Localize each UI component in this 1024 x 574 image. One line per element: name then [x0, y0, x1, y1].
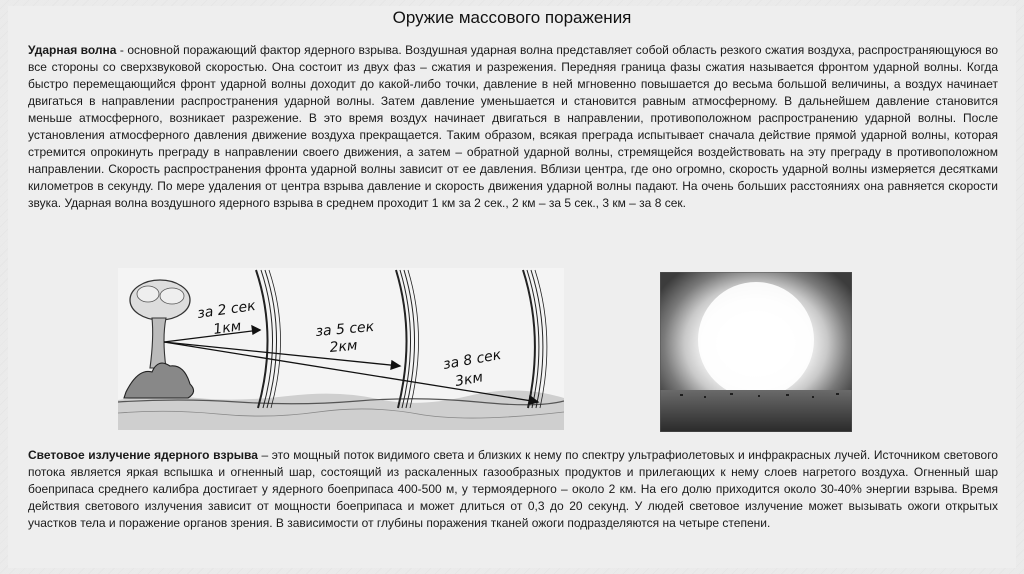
- light-radiation-term: Световое излучение ядерного взрыва: [28, 448, 258, 462]
- shockwave-text: - основной поражающий фактор ядерного взрыва. Воздушная ударная волна представляет собой область резкого сжатия воздуха, распространяющуюся во все стороны со сверхзвуковой скоростью. Она состоит из двух фаз – сжатия и разрежения. Передняя граница фазы сжатия называется фронтом ударной волны. Когда быстро перемещающийся фронт ударной волны доходит до какой-либо точки, давление в ней мгновенно повышается до весьма большой величины, а воздух начинает двигаться в направлении распространения ударной волны. Затем давление уменьшается и становится равным атмосферному. В дальнейшем давление становится меньше атмосферного, возникает разрежение. В это время воздух начинает двигаться в направлении, противоположном распространению ударной волны. После установления атмосферного давления движение воздуха прекращается. Таким образом, всякая преграда испытывает сначала действие прямой ударной волны, которая стремится опрокинуть преграду в направлении своего движения, а затем – обратной ударной волны, стремящейся воздействовать на эту преграду в противоположном направлении. Скорость распространения фронта ударной волны зависит от ее давления. Вблизи центра, где оно огромно, скорость ударной волны измеряется десятками километров в секунду. По мере удаления от центра взрыва давление и скорость движения ударной волны падают. На очень больших расстояниях она равняется скорости звука. Ударная волна воздушного ядерного взрыва в среднем проходит 1 км за 2 сек., 2 км – за 5 сек., 3 км – за 8 сек.: [28, 43, 998, 210]
- label-dist-2: 2км: [328, 337, 359, 356]
- label-time-1: за 2 сек: [196, 297, 257, 322]
- shockwave-term: Ударная волна: [28, 43, 117, 57]
- shock-front-2km: [396, 270, 419, 408]
- light-radiation-text: – это мощный поток видимого света и близких к нему по спектру ультрафиолетовых и инфракрасных лучей. Источником светового потока является яркая вспышка и огненный шар, состоящий из раскаленных газообразных продуктов и прилегающих к нему слоев нагретого воздуха. Огненный шар боеприпаса среднего калибра достигает у ядерного боеприпаса 400-500 м, у термоядерного – около 2 км. На его долю приходится около 30-40% энергии взрыва. Время действия светового излучения зависит от мощности боеприпаса и может длиться от 0,3 до 20 секунд. У людей световое излучение может вызывать ожоги открытых участков тела и поражение органов зрения. В зависимости от глубины поражения тканей ожоги подразделяются на четыре степени.: [28, 448, 998, 530]
- shock-front-1km: [256, 270, 281, 408]
- fireball-photo: [660, 272, 852, 432]
- label-dist-1: 1км: [212, 318, 243, 338]
- label-time-3: за 8 сек: [441, 347, 503, 373]
- shock-front-3km: [523, 270, 547, 408]
- light-radiation-paragraph: [28, 447, 998, 532]
- label-dist-3: 3км: [453, 369, 485, 390]
- label-time-2: за 5 сек: [314, 318, 375, 340]
- horizon: [660, 390, 852, 432]
- shockwave-diagram: [118, 268, 564, 430]
- shockwave-paragraph: [28, 42, 998, 212]
- page-title: Оружие массового поражения: [392, 8, 632, 27]
- fireball: [698, 282, 814, 398]
